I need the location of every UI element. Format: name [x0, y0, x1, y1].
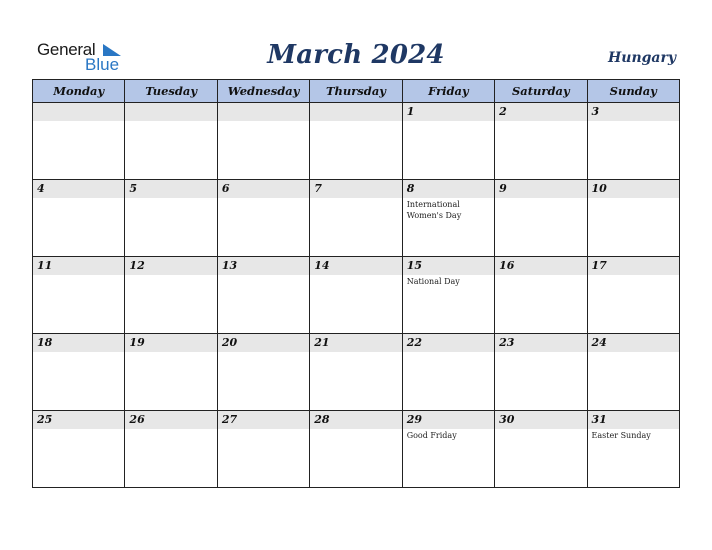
day-number: 2 — [495, 103, 586, 121]
day-number: 14 — [310, 257, 401, 275]
weekday-header: Tuesday — [125, 80, 217, 103]
weekday-header-row — [33, 80, 680, 103]
day-cell — [495, 411, 587, 488]
day-number: 8 — [403, 180, 494, 198]
day-cell — [217, 103, 309, 180]
brand-name-blue: Blue — [85, 55, 120, 74]
weekday-header: Saturday — [495, 80, 587, 103]
day-number — [33, 103, 124, 121]
brand-name-general: General — [37, 40, 96, 59]
day-number: 30 — [495, 411, 586, 429]
day-number: 17 — [588, 257, 679, 275]
country-label: Hungary — [608, 50, 676, 66]
week-row — [33, 103, 680, 180]
day-number: 16 — [495, 257, 586, 275]
day-number: 19 — [125, 334, 216, 352]
day-cell — [217, 257, 309, 334]
day-cell — [495, 334, 587, 411]
day-cell — [402, 103, 494, 180]
holiday-label: International Women's Day — [406, 200, 462, 220]
day-cell — [310, 334, 402, 411]
day-cell — [217, 411, 309, 488]
day-number: 25 — [33, 411, 124, 429]
day-cell — [402, 411, 494, 488]
week-row — [33, 411, 680, 488]
day-cell — [33, 411, 125, 488]
day-cell — [310, 411, 402, 488]
week-row — [33, 257, 680, 334]
day-cell — [310, 257, 402, 334]
day-number: 11 — [33, 257, 124, 275]
day-cell — [587, 411, 679, 488]
calendar-grid — [32, 79, 680, 488]
day-number: 29 — [403, 411, 494, 429]
day-cell — [402, 180, 494, 257]
day-cell — [33, 257, 125, 334]
day-number: 4 — [33, 180, 124, 198]
weekday-header: Sunday — [587, 80, 679, 103]
day-number: 22 — [403, 334, 494, 352]
day-cell — [587, 180, 679, 257]
day-cell — [402, 257, 494, 334]
day-number: 5 — [125, 180, 216, 198]
day-cell — [217, 334, 309, 411]
day-number: 6 — [218, 180, 309, 198]
day-cell — [402, 334, 494, 411]
holiday-label: Good Friday — [406, 431, 457, 440]
day-cell — [310, 180, 402, 257]
day-number: 21 — [310, 334, 401, 352]
day-cell — [125, 180, 217, 257]
day-number: 12 — [125, 257, 216, 275]
day-cell — [125, 257, 217, 334]
day-cell — [587, 257, 679, 334]
holiday-label: Easter Sunday — [591, 431, 651, 440]
weekday-header: Monday — [33, 80, 125, 103]
day-number: 28 — [310, 411, 401, 429]
day-number: 13 — [218, 257, 309, 275]
week-row — [33, 334, 680, 411]
day-number: 18 — [33, 334, 124, 352]
day-number: 1 — [403, 103, 494, 121]
day-cell — [125, 411, 217, 488]
day-number: 10 — [588, 180, 679, 198]
day-cell — [33, 180, 125, 257]
weekday-header: Wednesday — [217, 80, 309, 103]
day-cell — [495, 103, 587, 180]
page-title: March 2024 — [267, 40, 445, 70]
day-cell — [125, 103, 217, 180]
day-number: 20 — [218, 334, 309, 352]
day-cell — [587, 334, 679, 411]
day-cell — [217, 180, 309, 257]
day-cell — [125, 334, 217, 411]
day-cell — [495, 180, 587, 257]
day-number — [125, 103, 216, 121]
day-number: 7 — [310, 180, 401, 198]
day-number: 26 — [125, 411, 216, 429]
day-number: 23 — [495, 334, 586, 352]
holiday-label: National Day — [406, 277, 460, 286]
day-number: 9 — [495, 180, 586, 198]
day-cell — [587, 103, 679, 180]
weekday-header: Thursday — [310, 80, 402, 103]
day-number — [218, 103, 309, 121]
day-number: 15 — [403, 257, 494, 275]
week-row — [33, 180, 680, 257]
day-number: 24 — [588, 334, 679, 352]
day-number: 31 — [588, 411, 679, 429]
day-number: 3 — [588, 103, 679, 121]
day-number: 27 — [218, 411, 309, 429]
day-cell — [33, 103, 125, 180]
day-cell — [33, 334, 125, 411]
day-cell — [310, 103, 402, 180]
day-cell — [495, 257, 587, 334]
weekday-header: Friday — [402, 80, 494, 103]
day-number — [310, 103, 401, 121]
